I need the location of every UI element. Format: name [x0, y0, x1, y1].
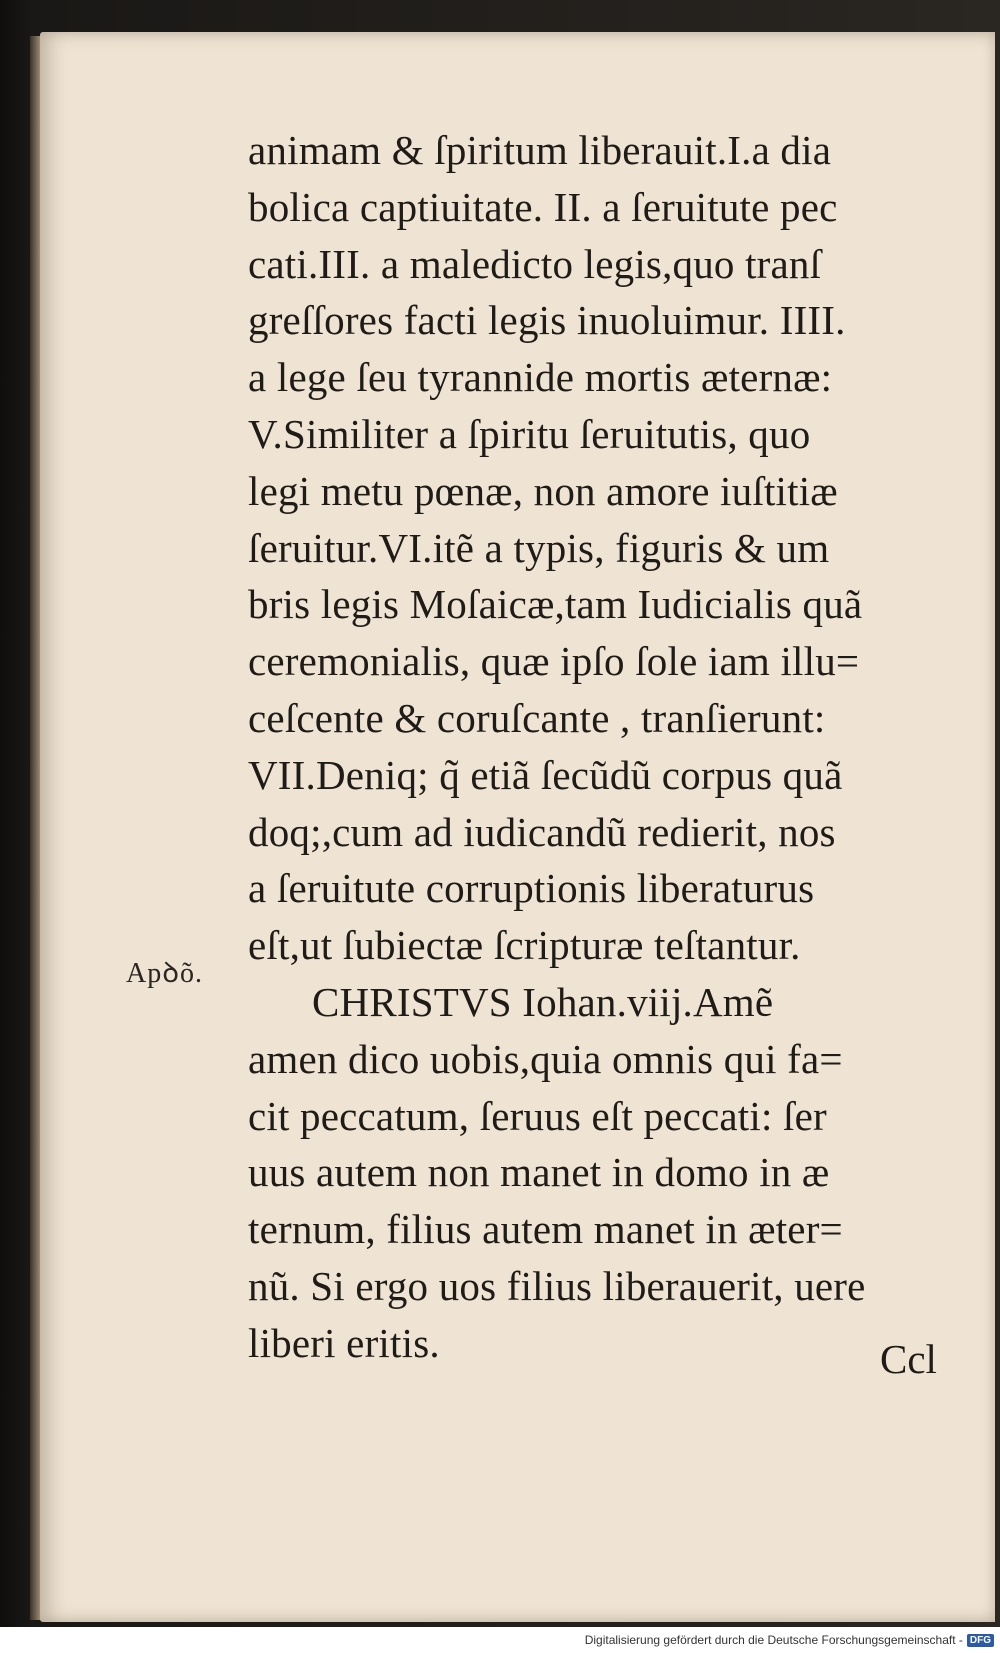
text-line: ceſcente & coruſcante , tranſierunt: [248, 694, 826, 741]
text-line: cati.III. a maledicto legis,quo tranſ [248, 240, 822, 287]
footer-credit: Digitalisierung gefördert durch die Deutsche Forschungsgemeinschaft - [584, 1633, 963, 1647]
text-line: VII.Deniq; q̃ etiã ſecũdũ corpus quã [248, 751, 843, 798]
text-line: doq;,cum ad iudicandũ redierit, nos [248, 808, 836, 855]
text-line: greſſores facti legis inuoluimur. IIII. [248, 297, 846, 344]
text-line: animam & ſpiritum liberauit.I.a dia [248, 127, 832, 173]
text-line: bris legis Moſaicæ,tam Iudicialis quã [248, 581, 863, 628]
text-line: legi metu pœnæ, non amore iuſtitiæ [248, 467, 838, 514]
text-line: V.Similiter a ſpiritu ſeruitutis, quo [248, 410, 811, 457]
text-line: cit peccatum, ſeruus eſt peccati: ſer [248, 1092, 827, 1139]
text-line: a ſeruitute corruptionis liberaturus [248, 865, 815, 912]
text-line: amen dico uobis,quia omnis qui fa= [248, 1035, 843, 1082]
text-line: bolica captiuitate. II. a ſeruitute pec [248, 183, 838, 230]
text-line: a lege ſeu tyrannide mortis æternæ: [248, 354, 833, 401]
text-line: nũ. Si ergo uos filius liberauerit, uere [248, 1262, 866, 1309]
text-line: ceremonialis, quæ ipſo ſole iam illu= [248, 638, 860, 685]
text-line: eſt,ut ſubiectæ ſcripturæ teſtantur. [248, 922, 801, 969]
marginal-note: Apꝺõ. [126, 958, 203, 989]
text-line: ternum, filius autem manet in æter= [248, 1206, 843, 1253]
dfg-logo: DFG [967, 1634, 994, 1647]
body-text [248, 122, 968, 1372]
text-line: CHRISTVS Iohan.viij.Amẽ [312, 978, 774, 1025]
text-line: ſeruitur.VI.itẽ a typis, figuris & um [248, 524, 830, 571]
text-line: liberi eritis. [248, 1319, 440, 1366]
catchword: Ccl [880, 1336, 937, 1382]
text-line: uus autem non manet in domo in æ [248, 1149, 830, 1196]
digitization-footer [0, 1627, 1000, 1653]
